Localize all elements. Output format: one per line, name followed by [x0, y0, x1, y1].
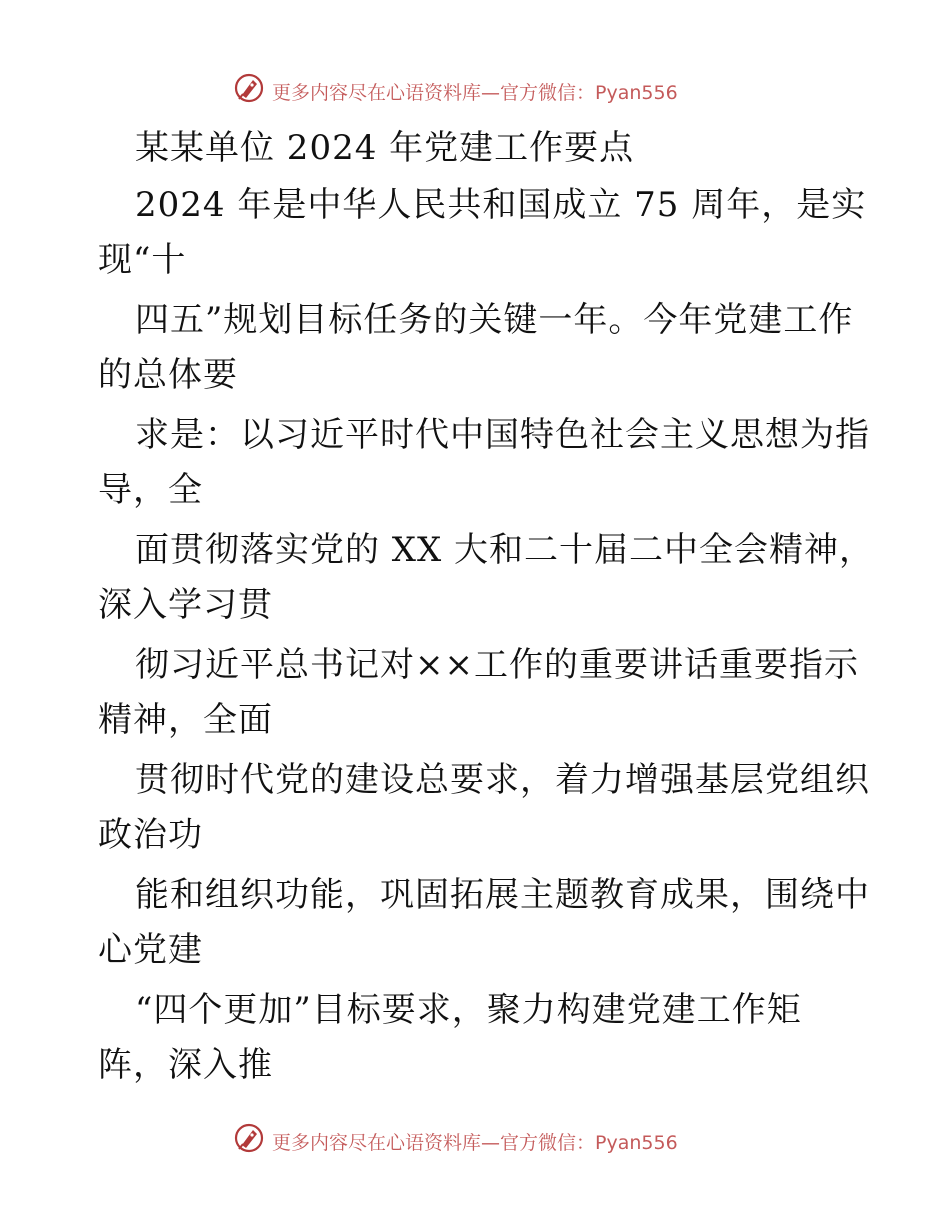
- paragraph-line: 彻习近平总书记对××工作的重要讲话重要指示: [135, 645, 859, 685]
- paragraph-line: 现“十: [98, 240, 187, 280]
- paragraph-line: 深入学习贯: [98, 585, 273, 625]
- header-banner: [0, 70, 950, 110]
- paragraph-line: “四个更加”目标要求，聚力构建党建工作矩: [135, 990, 802, 1030]
- paragraph-line: 导，全: [98, 470, 203, 510]
- pen-nib-logo-icon: [233, 1122, 265, 1154]
- paragraph-line: 精神，全面: [98, 700, 273, 740]
- paragraph-line: 阵，深入推: [98, 1045, 273, 1085]
- paragraph-line: 政治功: [98, 815, 203, 855]
- header-banner-text: 更多内容尽在心语资料库—官方微信：Pyan556: [272, 82, 678, 104]
- footer-banner-text: 更多内容尽在心语资料库—官方微信：Pyan556: [272, 1132, 678, 1154]
- footer-banner: [0, 1120, 950, 1160]
- paragraph-line: 面贯彻落实党的 XX 大和二十届二中全会精神，: [135, 530, 875, 570]
- paragraph-line: 求是：以习近平时代中国特色社会主义思想为指: [135, 415, 870, 455]
- document-title: 某某单位 2024 年党建工作要点: [135, 128, 635, 168]
- paragraph-line: 贯彻时代党的建设总要求，着力增强基层党组织: [135, 760, 870, 800]
- paragraph-line: 四五”规划目标任务的关键一年。今年党建工作: [135, 300, 854, 340]
- pen-nib-logo-icon: [233, 72, 265, 104]
- paragraph-line: 的总体要: [98, 355, 238, 395]
- paragraph-line: 心党建: [98, 930, 203, 970]
- paragraph-line: 能和组织功能，巩固拓展主题教育成果，围绕中: [135, 875, 870, 915]
- paragraph-line: 2024 年是中华人民共和国成立 75 周年，是实: [135, 185, 867, 225]
